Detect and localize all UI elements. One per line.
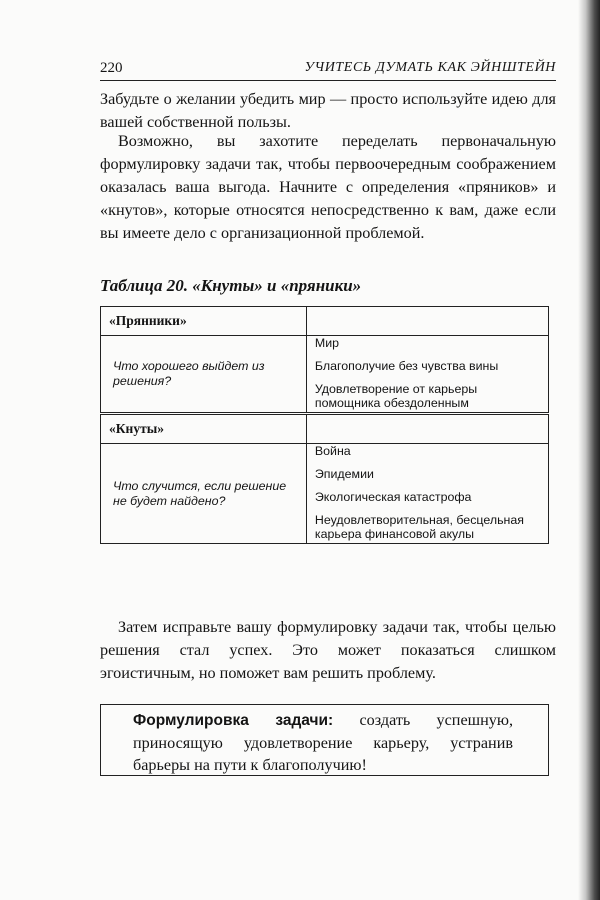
table-question: Что случится, если решение не будет найдено?	[113, 478, 287, 508]
page-edge-shadow	[578, 0, 600, 900]
problem-statement-text: создать успешную, приносящую удовлетворение карьеру, устранив барьеры на пути к благополучию!	[133, 711, 514, 774]
table-empty-cell	[306, 414, 548, 444]
table-section-header	[101, 414, 549, 444]
table-row	[101, 336, 549, 414]
table-section-label: «Прянники»	[109, 313, 187, 328]
table-answer: Благополучие без чувства вины	[314, 359, 499, 373]
table-title: Таблица 20. «Кнуты» и «пряники»	[100, 276, 362, 295]
closing-paragraph: Затем исправьте вашу формулировку задачи так, чтобы целью решения стал успех. Это может показаться слишком эгоистичным, но поможет вам решить проблему.	[100, 618, 556, 682]
page-header	[100, 58, 556, 81]
problem-statement	[133, 709, 513, 776]
problem-statement-box	[100, 704, 549, 776]
table-question-cell	[101, 336, 307, 414]
paragraph-2: Возможно, вы захотите переделать первоначальную формулировку задачи так, чтобы первоочередным соображением оказалась ваша выгода. Начните с определения «пряников» и «кнутов», которые относятся непосредственно к вам, даже если вы имеете дело с организационной проблемой.	[100, 132, 556, 242]
table-answers-cell	[306, 336, 548, 414]
problem-statement-label: Формулировка задачи:	[133, 712, 334, 729]
table-section-label-cell	[101, 414, 307, 444]
carrots-sticks-table	[100, 306, 549, 544]
table-section-header	[101, 307, 549, 336]
table-answer: Эпидемии	[314, 467, 374, 481]
table-answer: Война	[314, 444, 351, 458]
table-question: Что хорошего выйдет из решения?	[113, 359, 265, 388]
page-number: 220	[100, 60, 123, 76]
table-answer: Экологическая катастрофа	[314, 490, 472, 504]
table-answers-cell	[306, 444, 548, 544]
table-row	[101, 444, 549, 544]
running-title: УЧИТЕСЬ ДУМАТЬ КАК ЭЙНШТЕЙН	[304, 60, 556, 75]
table-answer: Мир	[314, 336, 340, 350]
table-section-label: «Кнуты»	[109, 421, 164, 436]
table-section-label-cell	[101, 307, 307, 336]
table-answer: Удовлетворение от карьеры помощника обездоленным	[314, 382, 478, 410]
table-empty-cell	[306, 307, 548, 336]
paragraph-1: Забудьте о желании убедить мир — просто используйте идею для вашей собственной пользы.	[100, 90, 556, 131]
table-question-cell	[101, 444, 307, 544]
table-answer: Неудовлетворительная, бесцельная карьера финансовой акулы	[314, 513, 524, 541]
